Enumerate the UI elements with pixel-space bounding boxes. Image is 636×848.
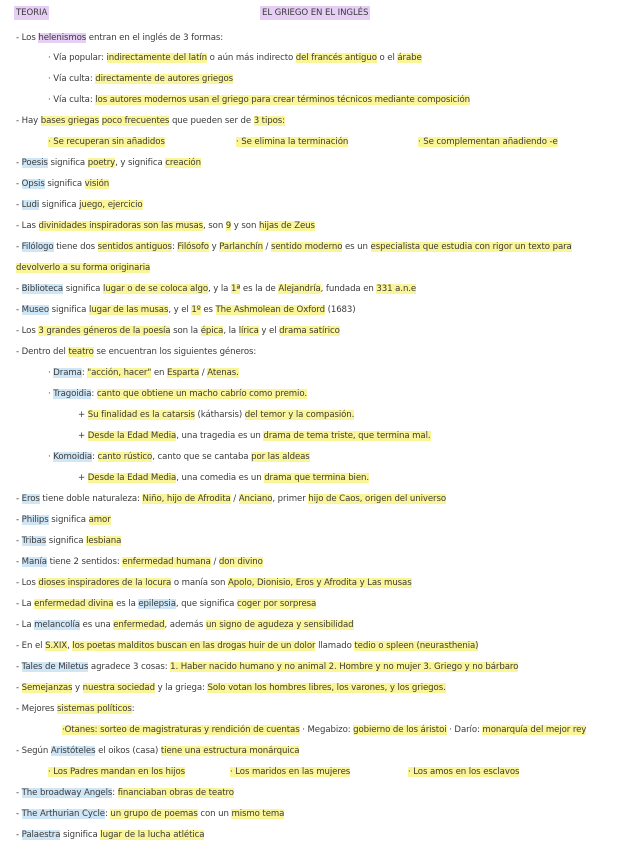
note-text: - Los xyxy=(16,326,39,336)
note-text: - Los xyxy=(16,33,39,43)
highlight-yellow: sentidos antiguos xyxy=(97,242,172,252)
highlight-yellow: · Se elimina la terminación xyxy=(236,137,349,147)
highlight-yellow: lírica xyxy=(238,326,259,336)
highlight-yellow: un signo de agudeza y sensibilidad xyxy=(205,620,354,630)
highlight-yellow: sistemas políticos xyxy=(57,704,132,714)
note-line xyxy=(16,807,636,821)
note-text: - xyxy=(16,536,22,546)
note-line xyxy=(48,450,636,464)
note-line xyxy=(78,429,636,443)
note-text: - Hay xyxy=(16,116,41,126)
highlight-yellow: Alejandría xyxy=(278,284,321,294)
highlight-yellow: amor xyxy=(88,515,111,525)
note-line xyxy=(16,513,636,527)
highlight-yellow: coger por sorpresa xyxy=(236,599,317,609)
note-text: significa xyxy=(44,179,85,189)
note-text: tiene doble naturaleza: xyxy=(39,494,143,504)
note-text: se encuentran los siguientes géneros: xyxy=(93,347,257,357)
note-text: (kátharsis) xyxy=(194,410,245,420)
note-text: - Según xyxy=(16,746,51,756)
highlight-blue: Opsis xyxy=(21,179,45,189)
note-text: , una tragedia es un xyxy=(176,431,264,441)
note-line xyxy=(16,492,636,506)
note-text: son la xyxy=(170,326,201,336)
highlight-blue: Komoidia xyxy=(53,452,93,462)
highlight-blue: Philips xyxy=(21,515,49,525)
section-label: TEORIA xyxy=(16,8,48,18)
note-text: , y el xyxy=(168,305,192,315)
highlight-yellow: Semejanzas xyxy=(21,683,73,693)
note-text: : xyxy=(91,389,97,399)
note-text: / xyxy=(199,368,208,378)
highlight-yellow: 331 a.n.e xyxy=(376,284,417,294)
note-text: entran en el inglés de 3 formas: xyxy=(86,33,224,43)
note-line xyxy=(16,219,636,233)
note-line xyxy=(16,114,636,128)
highlight-yellow: 9 xyxy=(225,221,232,231)
note-text: , son xyxy=(203,221,226,231)
highlight-blue: Manía xyxy=(21,557,47,567)
highlight-yellow: indirectamente del latín xyxy=(106,53,207,63)
note-text: es la de xyxy=(240,284,279,294)
note-text: , primer xyxy=(272,494,309,504)
highlight-yellow: por las aldeas xyxy=(251,452,310,462)
highlight-yellow: épica xyxy=(200,326,224,336)
note-text: llamado xyxy=(315,641,355,651)
note-line xyxy=(48,387,636,401)
highlight-blue: melancolía xyxy=(34,620,80,630)
note-text: el oikos (casa) xyxy=(95,746,161,756)
note-line xyxy=(16,555,636,569)
note-text: agradece 3 cosas: xyxy=(88,662,171,672)
highlight-yellow: drama que termina bien. xyxy=(264,473,369,483)
note-line xyxy=(62,723,636,737)
highlight-yellow: visión xyxy=(84,179,110,189)
note-text: en xyxy=(151,368,168,378)
highlight-yellow: sentido moderno xyxy=(270,242,343,252)
highlight-yellow: poco frecuentes xyxy=(101,116,170,126)
note-text: y la griega: xyxy=(154,683,208,693)
highlight-yellow: 1º xyxy=(191,305,201,315)
note-line xyxy=(16,702,636,716)
highlight-yellow: los poetas malditos buscan en las drogas huir de un dolor xyxy=(72,641,316,651)
highlight-yellow: financiaban obras de teatro xyxy=(117,788,234,798)
note-text: - xyxy=(16,200,22,210)
note-text: , xyxy=(67,641,73,651)
note-line xyxy=(16,618,636,632)
note-text: , además xyxy=(164,620,206,630)
highlight-yellow: Desde la Edad Media xyxy=(87,473,177,483)
note-text: : xyxy=(171,242,178,252)
note-text: - xyxy=(16,683,22,693)
note-text: - xyxy=(16,242,22,252)
highlight-yellow: lesbiana xyxy=(86,536,122,546)
highlight-yellow: poetry xyxy=(87,158,116,168)
note-text: , canto que se cantaba xyxy=(152,452,252,462)
note-line xyxy=(16,786,636,800)
highlight-yellow: · Se complementan añadiendo -e xyxy=(418,137,558,147)
note-line xyxy=(16,177,636,191)
note-text: - La xyxy=(16,620,35,630)
note-text: significa xyxy=(46,536,87,546)
note-text: - xyxy=(16,809,22,819)
highlight-blue: Tales de Miletus xyxy=(21,662,89,672)
highlight-yellow: Niño, hijo de Afrodita xyxy=(142,494,231,504)
note-line xyxy=(78,471,636,485)
highlight-blue: Filólogo xyxy=(21,242,54,252)
note-line xyxy=(16,156,636,170)
highlight-yellow: Solo votan los hombres libres, los varones, y los griegos. xyxy=(207,683,446,693)
note-text: - xyxy=(16,305,22,315)
highlight-yellow: 3 grandes géneros de la poesía xyxy=(38,326,171,336)
note-text: - xyxy=(16,662,22,672)
note-text: o aún más indirecto xyxy=(207,53,296,63)
note-text: · Vía culta: xyxy=(48,74,96,84)
highlight-yellow: un grupo de poemas xyxy=(110,809,198,819)
note-text: - xyxy=(16,557,22,567)
note-text: y son xyxy=(231,221,259,231)
highlight-yellow: enfermedad divina xyxy=(34,599,114,609)
note-text: , y la xyxy=(207,284,231,294)
highlight-yellow: · Se recuperan sin añadidos xyxy=(48,137,165,147)
note-text: / xyxy=(210,557,219,567)
note-text: es un xyxy=(342,242,371,252)
highlight-yellow: nuestra sociedad xyxy=(82,683,155,693)
note-text: (1683) xyxy=(324,305,356,315)
highlight-blue: The broadway Angels xyxy=(21,788,113,798)
highlight-yellow: árabe xyxy=(397,53,422,63)
note-text: y xyxy=(208,242,220,252)
note-text: - Las xyxy=(16,221,39,231)
note-line xyxy=(16,261,636,275)
note-line xyxy=(16,324,636,338)
highlight-blue: Tragoidia xyxy=(53,389,92,399)
note-line xyxy=(16,828,636,842)
highlight-blue: Tribas xyxy=(21,536,47,546)
note-line xyxy=(16,303,636,317)
note-text: · xyxy=(48,452,54,462)
highlight-yellow: gobierno de los áristoi xyxy=(353,725,447,735)
highlight-yellow: The Ashmolean de Oxford xyxy=(215,305,325,315)
highlight-yellow: monarquía del mejor rey xyxy=(482,725,587,735)
note-text: - Los xyxy=(16,578,39,588)
highlight-yellow: enfermedad xyxy=(113,620,165,630)
note-text: : xyxy=(104,809,111,819)
note-text: o el xyxy=(376,53,398,63)
note-text: / xyxy=(262,242,271,252)
highlight-blue: Poesis xyxy=(21,158,48,168)
note-text: / xyxy=(230,494,239,504)
note-line xyxy=(16,681,636,695)
note-line xyxy=(16,240,636,254)
page-title: EL GRIEGO EN EL INGLÉS xyxy=(262,8,369,18)
note-line xyxy=(16,576,636,590)
highlight-yellow: canto rústico xyxy=(97,452,153,462)
highlight-yellow: Su finalidad es la catarsis xyxy=(87,410,195,420)
highlight-yellow: bases griegas xyxy=(40,116,100,126)
note-text: , la xyxy=(223,326,239,336)
highlight-yellow: Esparta xyxy=(167,368,200,378)
note-text: significa xyxy=(48,515,89,525)
note-line xyxy=(16,639,636,653)
highlight-purple: helenismos xyxy=(38,33,87,43)
highlight-blue: Aristóteles xyxy=(50,746,96,756)
highlight-yellow: divinidades inspiradoras son las musas xyxy=(38,221,204,231)
note-text: - xyxy=(16,515,22,525)
note-text: + xyxy=(78,473,88,483)
highlight-yellow: tiene una estructura monárquica xyxy=(160,746,300,756)
note-text: · Megabizo: xyxy=(299,725,354,735)
highlight-blue: epilepsia xyxy=(138,599,176,609)
highlight-yellow: "acción, hacer" xyxy=(87,368,152,378)
note-text: es xyxy=(200,305,216,315)
note-text: es una xyxy=(79,620,114,630)
note-text: tiene dos xyxy=(53,242,98,252)
highlight-yellow: canto que obtiene un macho cabrío como premio. xyxy=(96,389,307,399)
note-text: significa xyxy=(49,305,89,315)
highlight-yellow: especialista que estudia con rigor un texto para xyxy=(370,242,572,252)
highlight-yellow: · Los maridos en las mujeres xyxy=(230,767,351,777)
highlight-yellow: devolverlo a su forma originaria xyxy=(16,263,151,273)
highlight-yellow: lugar de las musas xyxy=(88,305,169,315)
note-line xyxy=(16,744,636,758)
note-text: - xyxy=(16,158,22,168)
note-text: es la xyxy=(113,599,139,609)
highlight-yellow: 3 tipos: xyxy=(253,116,285,126)
highlight-blue: Museo xyxy=(21,305,50,315)
highlight-yellow: Atenas. xyxy=(207,368,239,378)
highlight-yellow: drama satírico xyxy=(279,326,340,336)
note-text: · Vía popular: xyxy=(48,53,107,63)
note-text: - xyxy=(16,494,22,504)
highlight-yellow: lugar de la lucha atlética xyxy=(100,830,205,840)
note-text: · Vía culta: xyxy=(48,95,96,105)
note-text: + xyxy=(78,431,88,441)
highlight-yellow: · Los amos en los esclavos xyxy=(408,767,520,777)
highlight-blue: Ludi xyxy=(21,200,40,210)
highlight-yellow: 1ª xyxy=(230,284,241,294)
highlight-yellow: Filósofo xyxy=(177,242,209,252)
note-text: con un xyxy=(197,809,232,819)
note-text: · Darío: xyxy=(446,725,483,735)
note-line xyxy=(418,135,636,149)
highlight-yellow: del francés antiguo xyxy=(295,53,377,63)
highlight-yellow: directamente de autores griegos xyxy=(95,74,233,84)
note-text: que pueden ser de xyxy=(169,116,254,126)
note-line xyxy=(48,51,636,65)
note-text: - xyxy=(16,830,22,840)
highlight-yellow: juego, ejercicio xyxy=(79,200,143,210)
highlight-yellow: teatro xyxy=(68,347,94,357)
highlight-yellow: Anciano xyxy=(238,494,273,504)
highlight-yellow: ·Otanes: sorteo de magistraturas y rendición de cuentas xyxy=(62,725,300,735)
note-text: : xyxy=(92,452,98,462)
highlight-blue: Eros xyxy=(21,494,40,504)
note-text: tiene 2 sentidos: xyxy=(46,557,123,567)
note-text: - xyxy=(16,788,22,798)
note-text: - Dentro del xyxy=(16,347,69,357)
highlight-yellow: S.XIX xyxy=(45,641,68,651)
note-text: , una comedia es un xyxy=(176,473,265,483)
highlight-yellow: los autores modernos usan el griego para crear términos técnicos mediante composición xyxy=(95,95,470,105)
highlight-blue: Drama xyxy=(53,368,82,378)
highlight-yellow: dioses inspiradores de la locura xyxy=(38,578,172,588)
note-line xyxy=(16,534,636,548)
highlight-yellow: drama de tema triste, que termina mal. xyxy=(263,431,431,441)
note-line xyxy=(16,660,636,674)
highlight-yellow: mismo tema xyxy=(231,809,285,819)
note-text: o manía son xyxy=(171,578,229,588)
note-line xyxy=(16,31,636,45)
note-text: y xyxy=(72,683,83,693)
highlight-blue: The Arthurian Cycle xyxy=(21,809,105,819)
highlight-blue: Palaestra xyxy=(21,830,61,840)
highlight-yellow: enfermedad humana xyxy=(122,557,211,567)
note-line xyxy=(78,408,636,422)
highlight-yellow: creación xyxy=(165,158,201,168)
note-text: , y significa xyxy=(115,158,166,168)
note-text: y el xyxy=(258,326,280,336)
highlight-yellow: hijo de Caos, origen del universo xyxy=(308,494,447,504)
note-text: - Mejores xyxy=(16,704,58,714)
note-text: - xyxy=(16,284,22,294)
highlight-yellow: del temor y la compasión. xyxy=(244,410,355,420)
note-line xyxy=(48,366,636,380)
highlight-yellow: Parlanchín xyxy=(219,242,263,252)
note-line xyxy=(48,93,636,107)
note-line xyxy=(16,345,636,359)
note-line xyxy=(16,198,636,212)
note-text: , que significa xyxy=(175,599,237,609)
note-text: significa xyxy=(63,284,103,294)
highlight-yellow: lugar o de se coloca algo xyxy=(102,284,208,294)
highlight-yellow: hijas de Zeus xyxy=(258,221,315,231)
note-text: - La xyxy=(16,599,35,609)
note-text: , fundada en xyxy=(320,284,377,294)
note-text: + xyxy=(78,410,88,420)
note-text: : xyxy=(81,368,88,378)
note-text: : xyxy=(112,788,118,798)
highlight-yellow: 1. Haber nacido humano y no animal 2. Hombre y no mujer 3. Griego y no bárbaro xyxy=(170,662,519,672)
note-text: significa xyxy=(39,200,80,210)
note-text: · xyxy=(48,389,54,399)
note-text: - En el xyxy=(16,641,46,651)
note-text: - xyxy=(16,179,22,189)
note-text: · xyxy=(48,368,54,378)
highlight-blue: Biblioteca xyxy=(21,284,64,294)
note-line xyxy=(408,765,636,779)
note-line xyxy=(16,597,636,611)
highlight-yellow: tedio o spleen (neurasthenia) xyxy=(354,641,479,651)
note-text: significa xyxy=(60,830,101,840)
highlight-yellow: Desde la Edad Media xyxy=(87,431,177,441)
highlight-yellow: · Los Padres mandan en los hijos xyxy=(48,767,185,777)
note-line xyxy=(48,72,636,86)
note-text: : xyxy=(131,704,135,714)
highlight-yellow: Apolo, Dionisio, Eros y Afrodita y Las musas xyxy=(228,578,412,588)
note-line xyxy=(16,282,636,296)
highlight-yellow: don divino xyxy=(218,557,263,567)
note-text: significa xyxy=(47,158,88,168)
